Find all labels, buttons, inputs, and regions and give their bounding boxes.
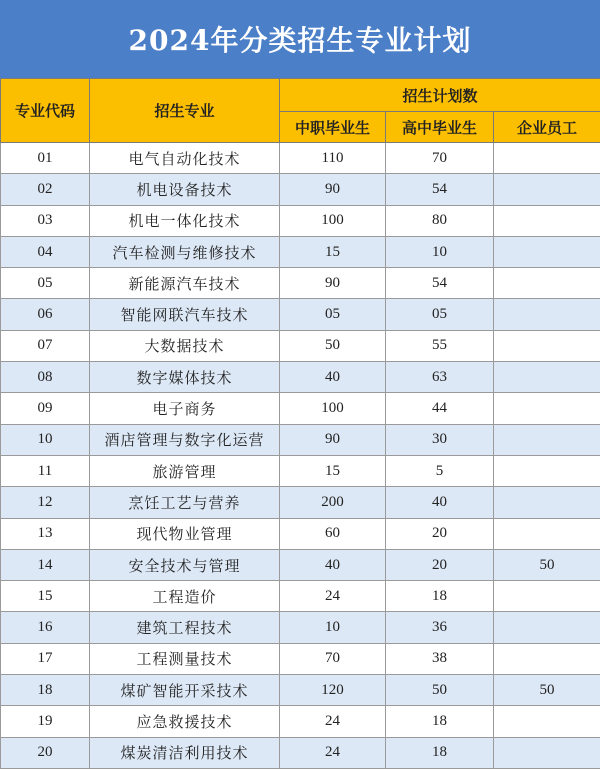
cell-major: 煤矿智能开采技术 [90, 675, 280, 706]
cell-high-school: 18 [386, 706, 494, 737]
cell-vocational: 10 [280, 612, 386, 643]
cell-major: 机电一体化技术 [90, 205, 280, 236]
cell-code: 01 [1, 143, 90, 174]
cell-code: 04 [1, 236, 90, 267]
cell-high-school: 40 [386, 487, 494, 518]
cell-high-school: 70 [386, 143, 494, 174]
cell-code: 14 [1, 549, 90, 580]
cell-vocational: 120 [280, 675, 386, 706]
cell-high-school: 50 [386, 675, 494, 706]
table-row [1, 330, 600, 361]
table-row [1, 205, 600, 236]
table-row [1, 268, 600, 299]
cell-high-school: 20 [386, 549, 494, 580]
header-plan-group: 招生计划数 [280, 79, 600, 112]
cell-high-school: 20 [386, 518, 494, 549]
cell-major: 安全技术与管理 [90, 549, 280, 580]
cell-code: 03 [1, 205, 90, 236]
cell-vocational: 50 [280, 330, 386, 361]
cell-vocational: 15 [280, 236, 386, 267]
cell-employees [494, 268, 600, 299]
cell-code: 13 [1, 518, 90, 549]
cell-high-school: 05 [386, 299, 494, 330]
cell-major: 大数据技术 [90, 330, 280, 361]
cell-major: 电子商务 [90, 393, 280, 424]
cell-major: 建筑工程技术 [90, 612, 280, 643]
cell-major: 工程造价 [90, 581, 280, 612]
table-row [1, 424, 600, 455]
cell-employees [494, 643, 600, 674]
table-row [1, 737, 600, 768]
cell-high-school: 80 [386, 205, 494, 236]
cell-vocational: 100 [280, 393, 386, 424]
cell-vocational: 24 [280, 706, 386, 737]
cell-high-school: 54 [386, 174, 494, 205]
cell-code: 05 [1, 268, 90, 299]
cell-code: 20 [1, 737, 90, 768]
cell-vocational: 70 [280, 643, 386, 674]
cell-code: 09 [1, 393, 90, 424]
cell-code: 12 [1, 487, 90, 518]
cell-high-school: 5 [386, 455, 494, 486]
cell-employees [494, 612, 600, 643]
cell-vocational: 40 [280, 362, 386, 393]
cell-vocational: 05 [280, 299, 386, 330]
cell-code: 19 [1, 706, 90, 737]
cell-vocational: 60 [280, 518, 386, 549]
table-row [1, 518, 600, 549]
cell-high-school: 10 [386, 236, 494, 267]
cell-high-school: 18 [386, 737, 494, 768]
table-row [1, 236, 600, 267]
cell-high-school: 36 [386, 612, 494, 643]
cell-vocational: 90 [280, 424, 386, 455]
cell-employees [494, 174, 600, 205]
cell-high-school: 54 [386, 268, 494, 299]
cell-code: 17 [1, 643, 90, 674]
cell-employees [494, 299, 600, 330]
cell-employees [494, 706, 600, 737]
cell-employees: 50 [494, 549, 600, 580]
cell-high-school: 30 [386, 424, 494, 455]
cell-code: 07 [1, 330, 90, 361]
cell-high-school: 38 [386, 643, 494, 674]
cell-major: 工程测量技术 [90, 643, 280, 674]
cell-vocational: 90 [280, 174, 386, 205]
cell-employees [494, 518, 600, 549]
cell-vocational: 100 [280, 205, 386, 236]
header-code: 专业代码 [1, 79, 90, 143]
cell-vocational: 90 [280, 268, 386, 299]
cell-code: 08 [1, 362, 90, 393]
cell-employees [494, 393, 600, 424]
header-high-school: 高中毕业生 [386, 112, 494, 143]
cell-high-school: 55 [386, 330, 494, 361]
cell-vocational: 24 [280, 737, 386, 768]
table-row [1, 299, 600, 330]
cell-major: 智能网联汽车技术 [90, 299, 280, 330]
cell-code: 16 [1, 612, 90, 643]
page-title: 2024年分类招生专业计划 [0, 0, 600, 78]
cell-employees [494, 737, 600, 768]
cell-vocational: 24 [280, 581, 386, 612]
table-row [1, 455, 600, 486]
cell-high-school: 63 [386, 362, 494, 393]
table-row [1, 675, 600, 706]
cell-vocational: 200 [280, 487, 386, 518]
cell-vocational: 110 [280, 143, 386, 174]
table-row [1, 362, 600, 393]
cell-employees [494, 487, 600, 518]
cell-major: 新能源汽车技术 [90, 268, 280, 299]
cell-employees [494, 581, 600, 612]
cell-major: 汽车检测与维修技术 [90, 236, 280, 267]
table-row [1, 612, 600, 643]
cell-employees [494, 330, 600, 361]
header-major: 招生专业 [90, 79, 280, 143]
header-vocational: 中职毕业生 [280, 112, 386, 143]
table-row [1, 549, 600, 580]
cell-major: 旅游管理 [90, 455, 280, 486]
table-row [1, 143, 600, 174]
header-employees: 企业员工 [494, 112, 600, 143]
cell-employees [494, 143, 600, 174]
enrollment-plan-table [0, 78, 600, 769]
cell-major: 应急救援技术 [90, 706, 280, 737]
cell-major: 烹饪工艺与营养 [90, 487, 280, 518]
table-row [1, 393, 600, 424]
cell-employees [494, 424, 600, 455]
cell-code: 06 [1, 299, 90, 330]
cell-code: 15 [1, 581, 90, 612]
cell-employees [494, 236, 600, 267]
cell-employees [494, 205, 600, 236]
cell-high-school: 44 [386, 393, 494, 424]
table-row [1, 581, 600, 612]
cell-major: 煤炭清洁利用技术 [90, 737, 280, 768]
cell-code: 11 [1, 455, 90, 486]
cell-code: 02 [1, 174, 90, 205]
cell-high-school: 18 [386, 581, 494, 612]
cell-code: 18 [1, 675, 90, 706]
cell-code: 10 [1, 424, 90, 455]
cell-vocational: 40 [280, 549, 386, 580]
cell-major: 电气自动化技术 [90, 143, 280, 174]
table-row [1, 487, 600, 518]
cell-vocational: 15 [280, 455, 386, 486]
cell-major: 机电设备技术 [90, 174, 280, 205]
cell-major: 酒店管理与数字化运营 [90, 424, 280, 455]
cell-major: 现代物业管理 [90, 518, 280, 549]
table-row [1, 643, 600, 674]
cell-employees: 50 [494, 675, 600, 706]
cell-major: 数字媒体技术 [90, 362, 280, 393]
table-row [1, 174, 600, 205]
table-row [1, 706, 600, 737]
cell-employees [494, 455, 600, 486]
cell-employees [494, 362, 600, 393]
